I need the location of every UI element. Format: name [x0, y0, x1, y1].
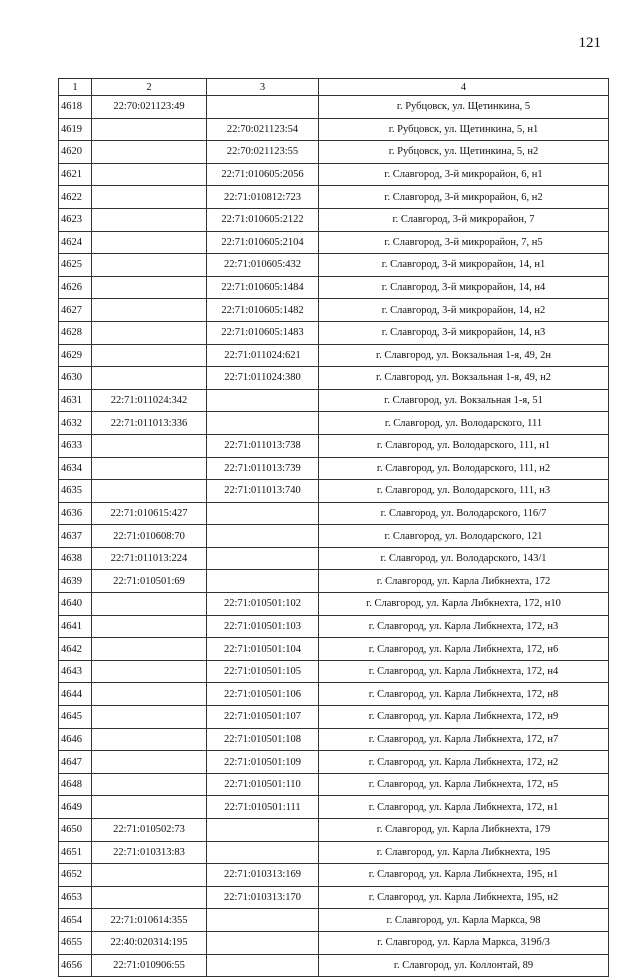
table-row	[59, 683, 609, 706]
premises-cadastral-number-cell: 22:71:010501:109	[207, 751, 319, 774]
table-row	[59, 638, 609, 661]
table-row	[59, 751, 609, 774]
row-number-cell: 4631	[59, 389, 92, 412]
table-row	[59, 299, 609, 322]
address-cell: г. Славгород, 3-й микрорайон, 7	[319, 208, 609, 231]
premises-cadastral-number-cell	[207, 570, 319, 593]
address-cell: г. Рубцовск, ул. Щетинкина, 5, н2	[319, 141, 609, 164]
table-row	[59, 570, 609, 593]
premises-cadastral-number-cell: 22:71:011013:740	[207, 480, 319, 503]
cadastral-number-cell	[92, 593, 207, 616]
premises-cadastral-number-cell: 22:71:010605:1484	[207, 276, 319, 299]
table-row	[59, 186, 609, 209]
row-number-cell: 4634	[59, 457, 92, 480]
premises-cadastral-number-cell: 22:71:011024:380	[207, 367, 319, 390]
table-row	[59, 96, 609, 119]
row-number-cell: 4618	[59, 96, 92, 119]
cadastral-number-cell	[92, 118, 207, 141]
registry-table	[58, 78, 609, 977]
row-number-cell: 4653	[59, 886, 92, 909]
table-row	[59, 434, 609, 457]
table-row	[59, 254, 609, 277]
column-header-3: 3	[207, 79, 319, 96]
table-row	[59, 706, 609, 729]
table-row	[59, 457, 609, 480]
cadastral-number-cell: 22:71:010608:70	[92, 525, 207, 548]
table-row	[59, 525, 609, 548]
cadastral-number-cell: 22:71:011024:342	[92, 389, 207, 412]
premises-cadastral-number-cell: 22:71:010605:2122	[207, 208, 319, 231]
row-number-cell: 4620	[59, 141, 92, 164]
cadastral-number-cell	[92, 751, 207, 774]
cadastral-number-cell: 22:71:010313:83	[92, 841, 207, 864]
address-cell: г. Славгород, ул. Вокзальная 1-я, 49, н2	[319, 367, 609, 390]
premises-cadastral-number-cell: 22:70:021123:55	[207, 141, 319, 164]
cadastral-number-cell	[92, 728, 207, 751]
address-cell: г. Славгород, 3-й микрорайон, 14, н1	[319, 254, 609, 277]
cadastral-number-cell	[92, 163, 207, 186]
cadastral-number-cell	[92, 367, 207, 390]
address-cell: г. Славгород, 3-й микрорайон, 14, н4	[319, 276, 609, 299]
row-number-cell: 4619	[59, 118, 92, 141]
table-row	[59, 412, 609, 435]
cadastral-number-cell	[92, 683, 207, 706]
address-cell: г. Славгород, 3-й микрорайон, 14, н3	[319, 321, 609, 344]
row-number-cell: 4646	[59, 728, 92, 751]
address-cell: г. Славгород, ул. Карла Либкнехта, 172, н5	[319, 773, 609, 796]
table-row	[59, 796, 609, 819]
address-cell: г. Рубцовск, ул. Щетинкина, 5	[319, 96, 609, 119]
cadastral-number-cell: 22:70:021123:49	[92, 96, 207, 119]
address-cell: г. Славгород, ул. Коллонтай, 89	[319, 954, 609, 977]
address-cell: г. Рубцовск, ул. Щетинкина, 5, н1	[319, 118, 609, 141]
row-number-cell: 4637	[59, 525, 92, 548]
premises-cadastral-number-cell: 22:71:010501:104	[207, 638, 319, 661]
address-cell: г. Славгород, 3-й микрорайон, 7, н5	[319, 231, 609, 254]
premises-cadastral-number-cell	[207, 502, 319, 525]
premises-cadastral-number-cell: 22:71:010501:106	[207, 683, 319, 706]
row-number-cell: 4635	[59, 480, 92, 503]
row-number-cell: 4636	[59, 502, 92, 525]
address-cell: г. Славгород, ул. Володарского, 111, н1	[319, 434, 609, 457]
premises-cadastral-number-cell: 22:71:010605:432	[207, 254, 319, 277]
table-row	[59, 931, 609, 954]
column-header-2: 2	[92, 79, 207, 96]
address-cell: г. Славгород, ул. Володарского, 143/1	[319, 547, 609, 570]
table-row	[59, 660, 609, 683]
address-cell: г. Славгород, ул. Володарского, 111	[319, 412, 609, 435]
premises-cadastral-number-cell: 22:71:010501:110	[207, 773, 319, 796]
row-number-cell: 4645	[59, 706, 92, 729]
premises-cadastral-number-cell: 22:71:011013:738	[207, 434, 319, 457]
cadastral-number-cell	[92, 186, 207, 209]
address-cell: г. Славгород, ул. Карла Либкнехта, 172, н9	[319, 706, 609, 729]
cadastral-number-cell	[92, 886, 207, 909]
address-cell: г. Славгород, ул. Карла Либкнехта, 172, н7	[319, 728, 609, 751]
table-row	[59, 819, 609, 842]
cadastral-number-cell	[92, 141, 207, 164]
table-row	[59, 141, 609, 164]
table-header	[59, 79, 609, 96]
premises-cadastral-number-cell: 22:71:010605:2104	[207, 231, 319, 254]
row-number-cell: 4656	[59, 954, 92, 977]
address-cell: г. Славгород, ул. Карла Либкнехта, 179	[319, 819, 609, 842]
table-row	[59, 593, 609, 616]
address-cell: г. Славгород, ул. Карла Либкнехта, 172, н10	[319, 593, 609, 616]
cadastral-number-cell	[92, 208, 207, 231]
row-number-cell: 4627	[59, 299, 92, 322]
table-body	[59, 96, 609, 977]
address-cell: г. Славгород, 3-й микрорайон, 6, н1	[319, 163, 609, 186]
address-cell: г. Славгород, ул. Карла Либкнехта, 172	[319, 570, 609, 593]
address-cell: г. Славгород, ул. Карла Либкнехта, 172, н1	[319, 796, 609, 819]
table-row	[59, 909, 609, 932]
table-row	[59, 954, 609, 977]
row-number-cell: 4632	[59, 412, 92, 435]
row-number-cell: 4625	[59, 254, 92, 277]
cadastral-number-cell	[92, 864, 207, 887]
row-number-cell: 4649	[59, 796, 92, 819]
address-cell: г. Славгород, ул. Карла Либкнехта, 172, н3	[319, 615, 609, 638]
cadastral-number-cell: 22:40:020314:195	[92, 931, 207, 954]
address-cell: г. Славгород, ул. Володарского, 111, н3	[319, 480, 609, 503]
premises-cadastral-number-cell	[207, 954, 319, 977]
row-number-cell: 4643	[59, 660, 92, 683]
premises-cadastral-number-cell: 22:71:010605:2056	[207, 163, 319, 186]
row-number-cell: 4623	[59, 208, 92, 231]
premises-cadastral-number-cell	[207, 547, 319, 570]
premises-cadastral-number-cell	[207, 841, 319, 864]
premises-cadastral-number-cell: 22:71:010501:111	[207, 796, 319, 819]
row-number-cell: 4644	[59, 683, 92, 706]
table-row	[59, 502, 609, 525]
premises-cadastral-number-cell	[207, 412, 319, 435]
row-number-cell: 4642	[59, 638, 92, 661]
premises-cadastral-number-cell	[207, 389, 319, 412]
premises-cadastral-number-cell: 22:71:010313:170	[207, 886, 319, 909]
address-cell: г. Славгород, ул. Карла Либкнехта, 195, н1	[319, 864, 609, 887]
row-number-cell: 4652	[59, 864, 92, 887]
cadastral-number-cell	[92, 615, 207, 638]
address-cell: г. Славгород, ул. Карла Либкнехта, 172, н6	[319, 638, 609, 661]
premises-cadastral-number-cell: 22:71:010501:102	[207, 593, 319, 616]
premises-cadastral-number-cell	[207, 909, 319, 932]
row-number-cell: 4640	[59, 593, 92, 616]
table-row	[59, 163, 609, 186]
column-header-1: 1	[59, 79, 92, 96]
cadastral-number-cell: 22:71:010614:355	[92, 909, 207, 932]
column-header-4: 4	[319, 79, 609, 96]
row-number-cell: 4641	[59, 615, 92, 638]
cadastral-number-cell	[92, 457, 207, 480]
table-row	[59, 118, 609, 141]
row-number-cell: 4630	[59, 367, 92, 390]
premises-cadastral-number-cell: 22:71:011013:739	[207, 457, 319, 480]
premises-cadastral-number-cell	[207, 96, 319, 119]
premises-cadastral-number-cell	[207, 525, 319, 548]
table-row	[59, 231, 609, 254]
cadastral-number-cell: 22:71:011013:224	[92, 547, 207, 570]
table-row	[59, 728, 609, 751]
address-cell: г. Славгород, 3-й микрорайон, 6, н2	[319, 186, 609, 209]
address-cell: г. Славгород, ул. Вокзальная 1-я, 51	[319, 389, 609, 412]
premises-cadastral-number-cell	[207, 931, 319, 954]
premises-cadastral-number-cell: 22:71:010605:1482	[207, 299, 319, 322]
cadastral-number-cell	[92, 638, 207, 661]
table-row	[59, 773, 609, 796]
cadastral-number-cell	[92, 344, 207, 367]
table-row	[59, 841, 609, 864]
address-cell: г. Славгород, ул. Карла Маркса, 319б/3	[319, 931, 609, 954]
premises-cadastral-number-cell: 22:71:010501:105	[207, 660, 319, 683]
row-number-cell: 4624	[59, 231, 92, 254]
row-number-cell: 4621	[59, 163, 92, 186]
cadastral-number-cell	[92, 254, 207, 277]
table-row	[59, 480, 609, 503]
cadastral-number-cell	[92, 299, 207, 322]
address-cell: г. Славгород, ул. Володарского, 116/7	[319, 502, 609, 525]
premises-cadastral-number-cell: 22:71:010313:169	[207, 864, 319, 887]
row-number-cell: 4651	[59, 841, 92, 864]
cadastral-number-cell	[92, 706, 207, 729]
table-row	[59, 547, 609, 570]
address-cell: г. Славгород, 3-й микрорайон, 14, н2	[319, 299, 609, 322]
premises-cadastral-number-cell: 22:71:010501:103	[207, 615, 319, 638]
row-number-cell: 4638	[59, 547, 92, 570]
table-row	[59, 276, 609, 299]
cadastral-number-cell	[92, 480, 207, 503]
row-number-cell: 4628	[59, 321, 92, 344]
premises-cadastral-number-cell: 22:71:010501:107	[207, 706, 319, 729]
premises-cadastral-number-cell: 22:70:021123:54	[207, 118, 319, 141]
cadastral-number-cell	[92, 796, 207, 819]
table-row	[59, 389, 609, 412]
table-row	[59, 208, 609, 231]
address-cell: г. Славгород, ул. Карла Либкнехта, 195, н2	[319, 886, 609, 909]
row-number-cell: 4655	[59, 931, 92, 954]
row-number-cell: 4647	[59, 751, 92, 774]
premises-cadastral-number-cell: 22:71:011024:621	[207, 344, 319, 367]
table-row	[59, 344, 609, 367]
header-row	[59, 79, 609, 96]
cadastral-number-cell: 22:71:010501:69	[92, 570, 207, 593]
address-cell: г. Славгород, ул. Володарского, 111, н2	[319, 457, 609, 480]
cadastral-number-cell	[92, 660, 207, 683]
table-row	[59, 367, 609, 390]
cadastral-number-cell	[92, 276, 207, 299]
table-row	[59, 321, 609, 344]
address-cell: г. Славгород, ул. Вокзальная 1-я, 49, 2н	[319, 344, 609, 367]
cadastral-number-cell: 22:71:010502:73	[92, 819, 207, 842]
row-number-cell: 4633	[59, 434, 92, 457]
page-number: 121	[578, 35, 601, 51]
address-cell: г. Славгород, ул. Карла Либкнехта, 172, н2	[319, 751, 609, 774]
cadastral-number-cell	[92, 321, 207, 344]
table-row	[59, 864, 609, 887]
cadastral-number-cell	[92, 231, 207, 254]
cadastral-number-cell: 22:71:010615:427	[92, 502, 207, 525]
row-number-cell: 4639	[59, 570, 92, 593]
row-number-cell: 4626	[59, 276, 92, 299]
address-cell: г. Славгород, ул. Карла Либкнехта, 172, н8	[319, 683, 609, 706]
cadastral-number-cell	[92, 434, 207, 457]
address-cell: г. Славгород, ул. Володарского, 121	[319, 525, 609, 548]
address-cell: г. Славгород, ул. Карла Маркса, 98	[319, 909, 609, 932]
table-row	[59, 615, 609, 638]
address-cell: г. Славгород, ул. Карла Либкнехта, 172, н4	[319, 660, 609, 683]
cadastral-number-cell: 22:71:011013:336	[92, 412, 207, 435]
premises-cadastral-number-cell: 22:71:010501:108	[207, 728, 319, 751]
address-cell: г. Славгород, ул. Карла Либкнехта, 195	[319, 841, 609, 864]
premises-cadastral-number-cell: 22:71:010812:723	[207, 186, 319, 209]
row-number-cell: 4654	[59, 909, 92, 932]
row-number-cell: 4629	[59, 344, 92, 367]
premises-cadastral-number-cell: 22:71:010605:1483	[207, 321, 319, 344]
table-row	[59, 886, 609, 909]
premises-cadastral-number-cell	[207, 819, 319, 842]
row-number-cell: 4622	[59, 186, 92, 209]
cadastral-number-cell: 22:71:010906:55	[92, 954, 207, 977]
row-number-cell: 4650	[59, 819, 92, 842]
cadastral-number-cell	[92, 773, 207, 796]
row-number-cell: 4648	[59, 773, 92, 796]
